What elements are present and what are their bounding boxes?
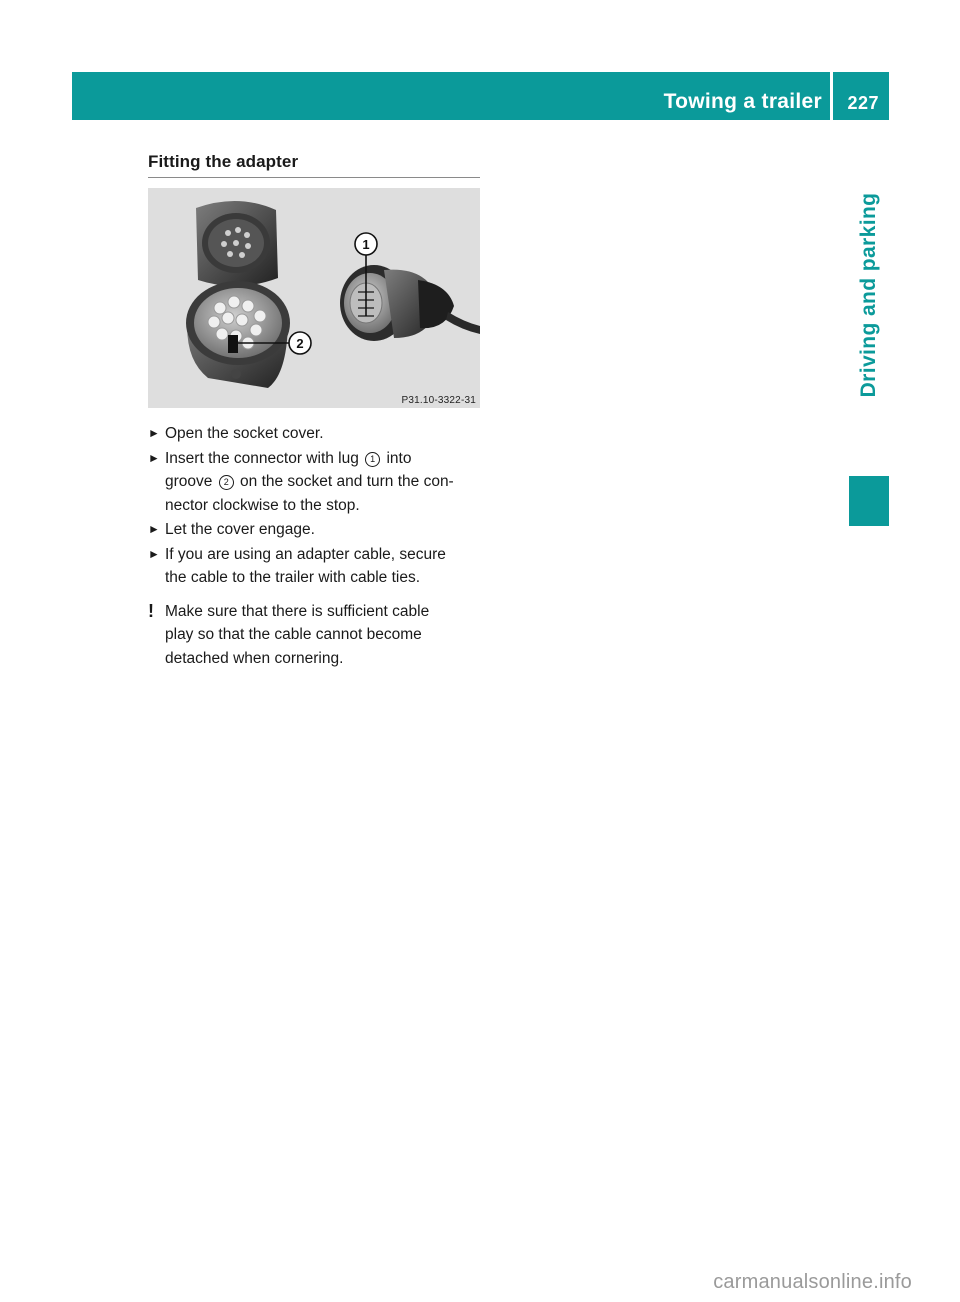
figure-callout-1: 1	[362, 237, 370, 252]
step-text-part: into	[386, 449, 412, 467]
step-text: Open the socket cover.	[165, 425, 324, 442]
side-tab-label: Driving and parking	[857, 192, 880, 398]
step-item	[148, 518, 480, 542]
step-arrow-icon: ►	[148, 426, 160, 440]
step-text: If you are using an adapter cable, secure	[165, 545, 446, 563]
step-text	[165, 447, 480, 471]
page-number: 227	[847, 93, 879, 113]
heading-rule	[148, 177, 480, 178]
header-bar	[72, 72, 889, 120]
step-arrow-icon: ►	[148, 450, 160, 465]
warning-note	[148, 600, 480, 671]
step-item	[148, 447, 480, 518]
side-tab	[849, 120, 889, 470]
step-item	[148, 422, 480, 446]
step-text-part: on the socket and turn the con-	[240, 473, 454, 490]
section-heading: Fitting the adapter	[148, 152, 299, 171]
step-text-part: Insert the connector with lug	[165, 449, 359, 467]
step-text-part: groove	[165, 473, 213, 490]
header-divider	[830, 72, 833, 120]
step-arrow-icon: ►	[148, 546, 160, 561]
step-text: the cable to the trailer with cable ties.	[165, 569, 421, 586]
adapter-figure	[148, 188, 480, 408]
step-item	[148, 543, 480, 590]
callout-groove: 2	[219, 475, 234, 490]
socket-connector-illustration	[148, 188, 480, 408]
warning-text: Make sure that there is sufficient cable	[165, 602, 430, 620]
step-text: Let the cover engage.	[165, 521, 315, 538]
figure-callout-2: 2	[296, 336, 304, 351]
figure-reference: P31.10-3322-31	[401, 395, 476, 406]
step-arrow-icon: ►	[148, 522, 160, 536]
warning-icon: !	[148, 600, 154, 621]
callout-lug: 1	[365, 452, 380, 467]
chapter-title: Towing a trailer	[663, 90, 822, 113]
step-text	[165, 470, 480, 494]
watermark: carmanualsonline.info	[713, 1271, 912, 1293]
instructions	[148, 422, 480, 670]
warning-text: detached when cornering.	[165, 649, 344, 667]
step-text: nector clockwise to the stop.	[165, 496, 360, 514]
side-tab-block	[849, 476, 889, 526]
warning-text: play so that the cable cannot become	[165, 626, 422, 643]
